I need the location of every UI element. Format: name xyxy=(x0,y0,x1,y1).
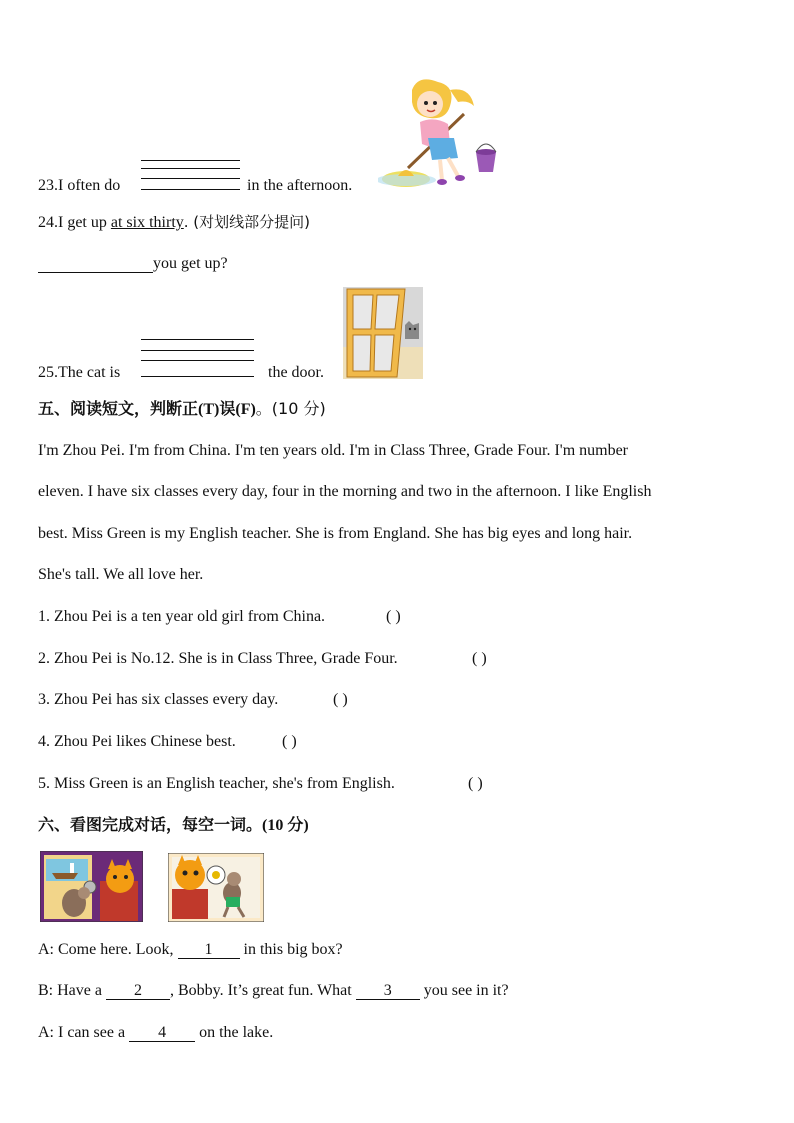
statement-2-answer[interactable]: ( ) xyxy=(472,650,487,667)
question-24-answer-suffix: you get up? xyxy=(153,255,228,272)
dialogue-blank-1[interactable]: 1 xyxy=(178,941,240,959)
passage-line-2: eleven. I have six classes every day, four in the morning and two in the afternoon. I like English xyxy=(38,483,652,500)
statement-4 xyxy=(38,732,236,752)
statement-3-text: 3. Zhou Pei has six classes every day. xyxy=(38,691,279,708)
passage-line-4: She's tall. We all love her. xyxy=(38,566,204,583)
dialogue-line-1-after: in this big box? xyxy=(243,941,343,958)
passage-line-1: I'm Zhou Pei. I'm from China. I'm ten years old. I'm in Class Three, Grade Four. I'm number xyxy=(38,442,629,459)
statement-5 xyxy=(38,774,395,794)
section-5-heading-score: 。(10 分) xyxy=(255,399,326,418)
dialogue-line-3-after: on the lake. xyxy=(199,1024,274,1041)
statement-4-text: 4. Zhou Pei likes Chinese best. xyxy=(38,733,236,750)
section-5-heading xyxy=(38,399,326,420)
statement-1-answer[interactable]: ( ) xyxy=(386,608,401,625)
statement-5-answer[interactable]: ( ) xyxy=(468,775,483,792)
question-23-answer-lines xyxy=(141,158,240,192)
dialogue-blank-4[interactable]: 4 xyxy=(129,1024,195,1042)
dialogue-line-3-text: A: I can see a xyxy=(38,1024,126,1041)
cartoon-tiger-mouse-illustration xyxy=(168,853,264,922)
dialogue-line-2-after: , Bobby. It’s great fun. What xyxy=(169,982,352,999)
dialogue-line-2-text: B: Have a xyxy=(38,982,102,999)
section-5-heading-f: (F) xyxy=(235,401,256,418)
question-24 xyxy=(38,212,310,233)
question-24-suffix: . (对划线部分提问) xyxy=(183,213,311,231)
question-25-answer-lines xyxy=(141,338,254,378)
section-5-heading-mid: 误 xyxy=(219,399,236,418)
question-23-suffix: in the afternoon. xyxy=(247,177,353,194)
question-23-prefix: 23.I often do xyxy=(38,177,121,194)
dialogue-line-2 xyxy=(38,981,509,1001)
cartoon-box-illustration xyxy=(40,851,143,922)
statement-3 xyxy=(38,690,278,710)
section-5-heading-text: 五、阅读短文，判断正 xyxy=(38,399,199,418)
section-6-heading xyxy=(38,815,309,836)
statement-2 xyxy=(38,649,398,669)
question-25-suffix: the door. xyxy=(268,364,324,381)
statement-2-text: 2. Zhou Pei is No.12. She is in Class Three, Grade Four. xyxy=(38,650,398,667)
statement-5-text: 5. Miss Green is an English teacher, she's from English. xyxy=(38,775,395,792)
question-24-answer-blank xyxy=(38,255,153,273)
dialogue-line-3 xyxy=(38,1023,273,1043)
statement-1 xyxy=(38,607,325,627)
cat-behind-door-illustration xyxy=(343,287,423,379)
question-24-underlined: at six thirty xyxy=(110,214,184,231)
dialogue-line-2-end: you see in it? xyxy=(423,982,509,999)
dialogue-line-1-text: A: Come here. Look, xyxy=(38,941,174,958)
question-23 xyxy=(38,176,120,196)
section-6-heading-text: 六、看图完成对话，每空一词。 xyxy=(38,815,263,834)
section-6-heading-score: (10 分) xyxy=(262,817,309,834)
dialogue-blank-2[interactable]: 2 xyxy=(106,982,170,1000)
dialogue-line-1 xyxy=(38,940,343,960)
passage-line-3: best. Miss Green is my English teacher. She is from England. She has big eyes and long hair. xyxy=(38,525,633,542)
question-24-answer xyxy=(38,254,228,274)
dialogue-blank-3[interactable]: 3 xyxy=(356,982,420,1000)
girl-mopping-illustration xyxy=(378,76,504,190)
statement-3-answer[interactable]: ( ) xyxy=(333,691,348,708)
question-25 xyxy=(38,363,120,383)
section-5-heading-t: (T) xyxy=(198,401,220,418)
question-24-prefix: 24.I get up xyxy=(38,214,111,231)
question-25-prefix: 25.The cat is xyxy=(38,364,121,381)
statement-1-text: 1. Zhou Pei is a ten year old girl from China. xyxy=(38,608,326,625)
statement-4-answer[interactable]: ( ) xyxy=(282,733,297,750)
